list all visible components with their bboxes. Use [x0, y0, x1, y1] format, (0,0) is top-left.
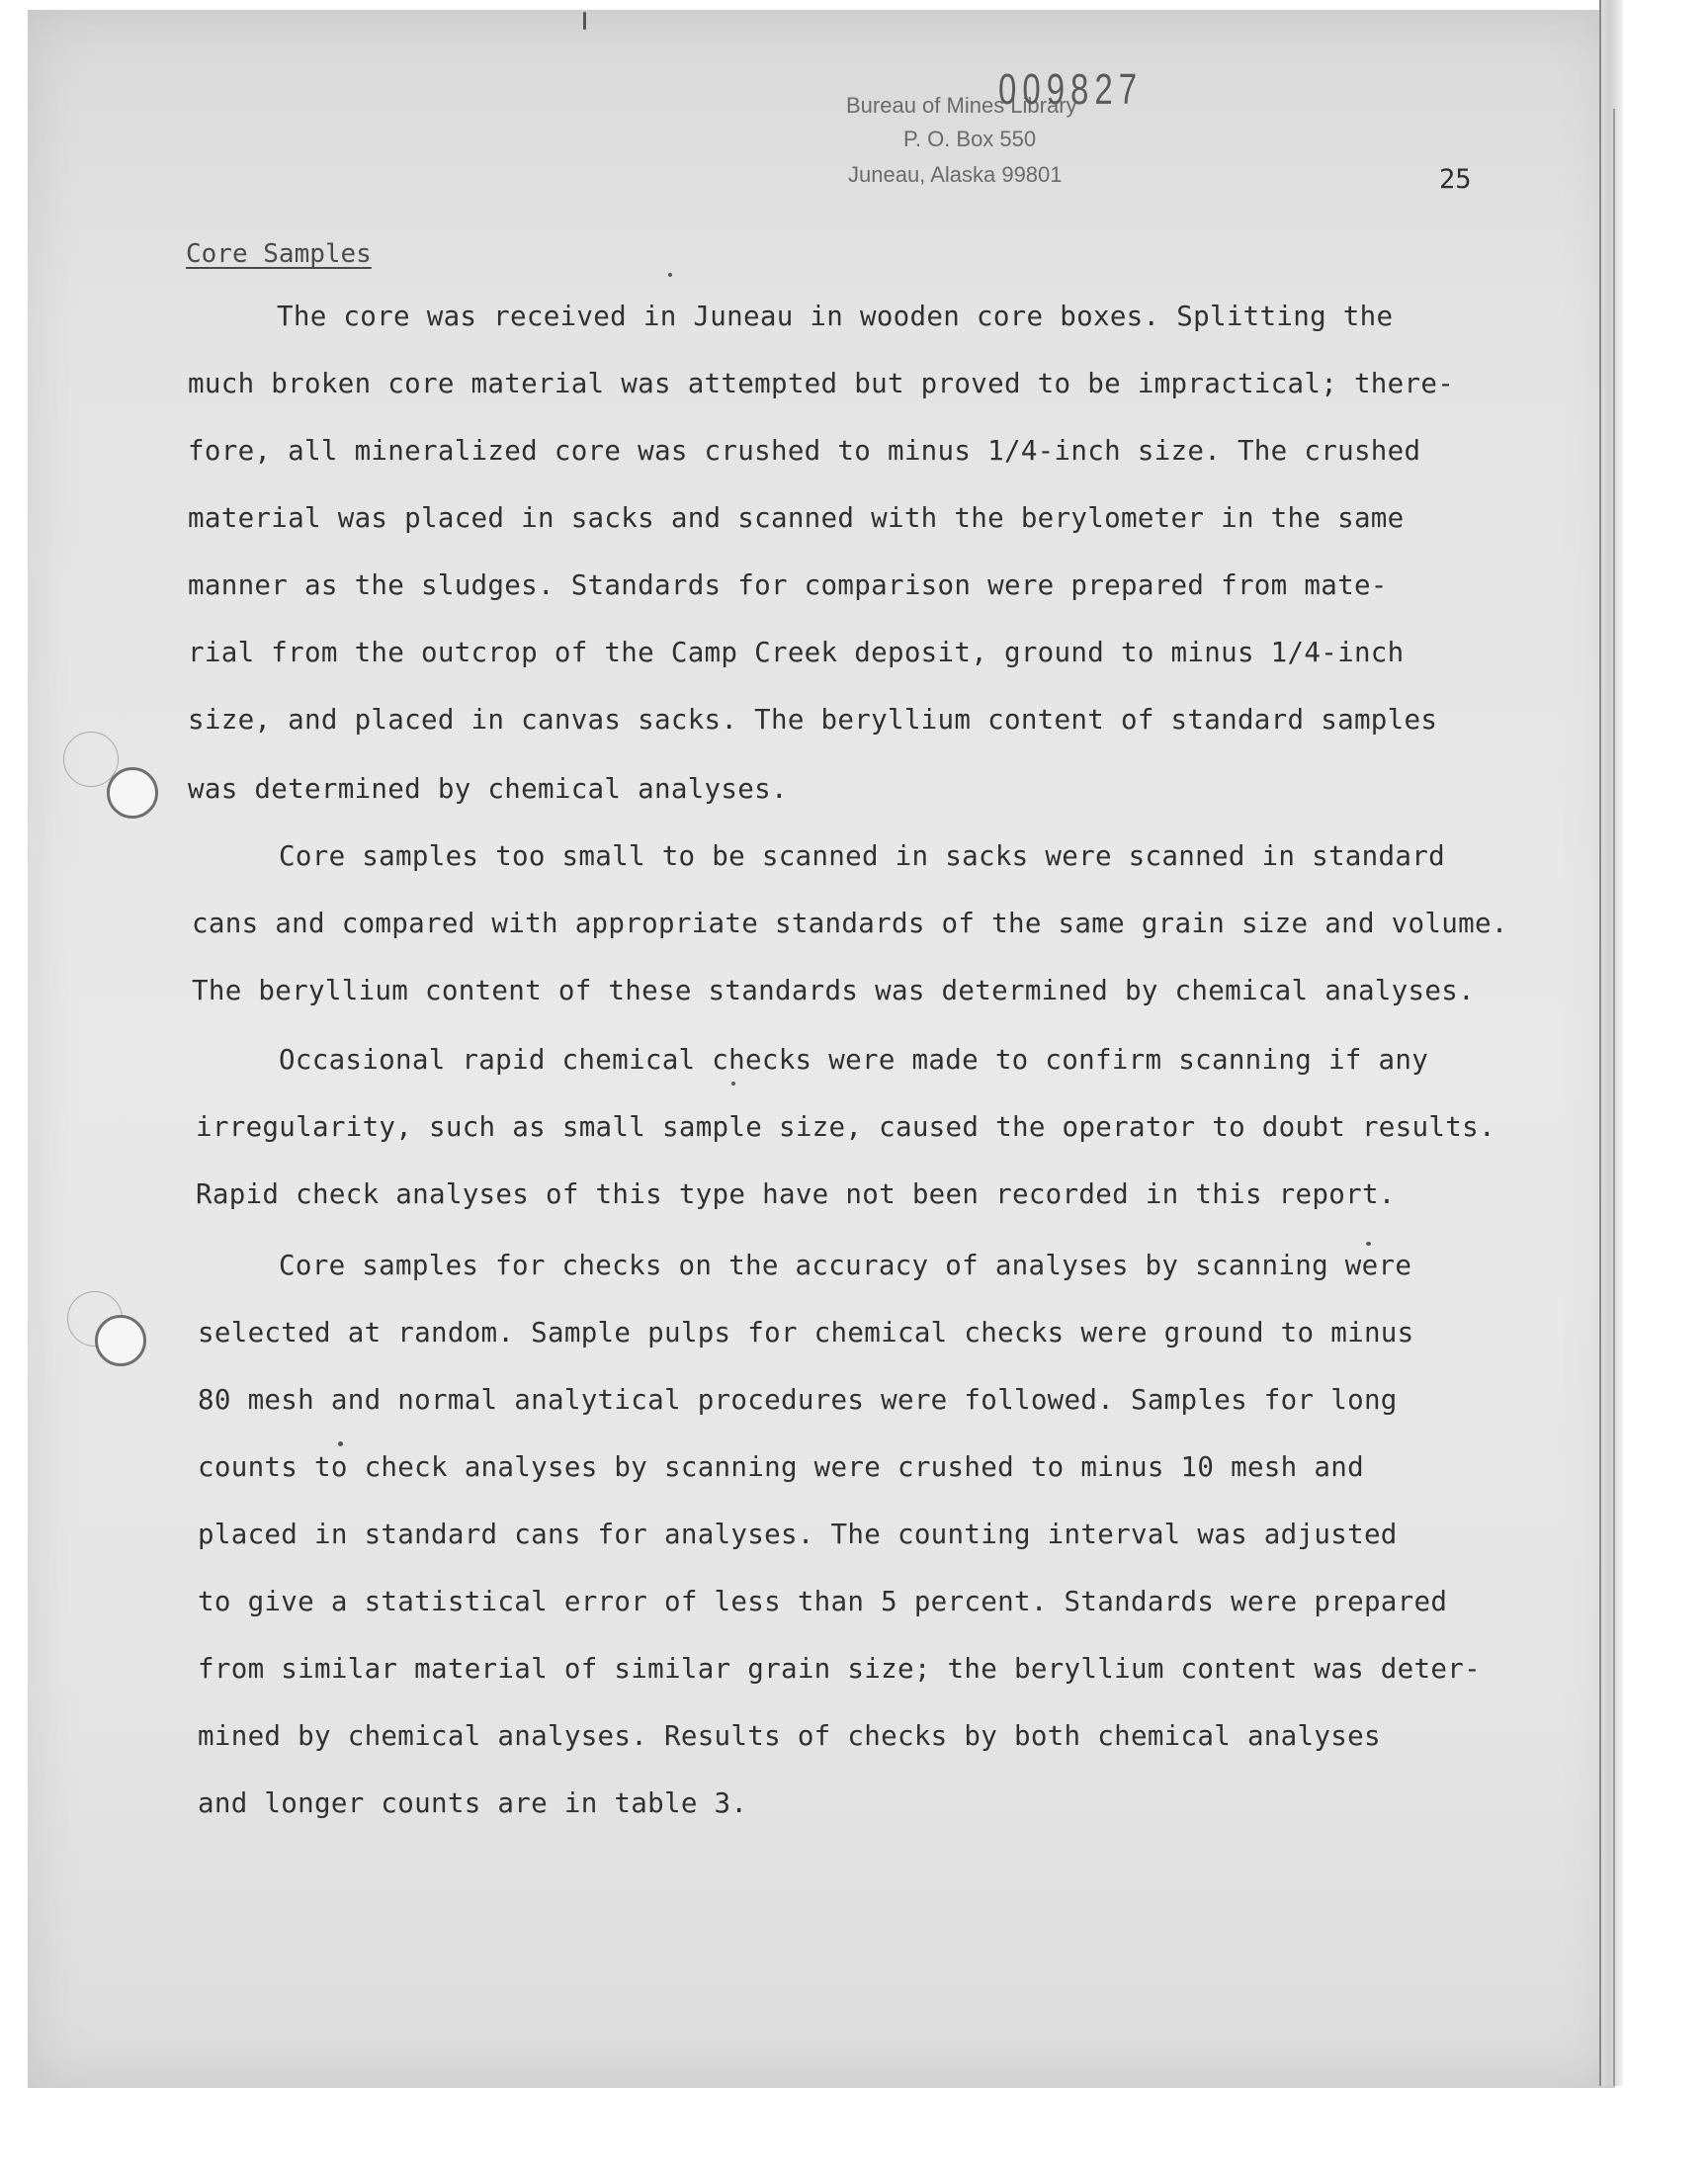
body-line: counts to check analyses by scanning were crushed to minus 10 mesh and	[198, 1451, 1364, 1483]
body-line: mined by chemical analyses. Results of checks by both chemical analyses	[198, 1720, 1381, 1752]
body-line: Occasional rapid chemical checks were made to confirm scanning if any	[279, 1044, 1429, 1076]
body-line: to give a statistical error of less than 5 percent. Standards were prepared	[198, 1586, 1448, 1617]
punch-hole-upper	[107, 767, 158, 819]
body-line: placed in standard cans for analyses. The counting interval was adjusted	[198, 1519, 1398, 1550]
body-line: was determined by chemical analyses.	[188, 773, 788, 805]
scan-speck	[668, 273, 672, 277]
stamp-line-city: Juneau, Alaska 99801	[848, 162, 1063, 187]
body-line: The core was received in Juneau in wooden core boxes. Splitting the	[277, 301, 1394, 332]
body-line: size, and placed in canvas sacks. The beryllium content of standard samples	[188, 704, 1438, 736]
scan-speck	[731, 1082, 735, 1086]
body-line: manner as the sludges. Standards for comparison were prepared from mate-	[188, 569, 1388, 601]
body-line: fore, all mineralized core was crushed to minus 1/4-inch size. The crushed	[188, 435, 1421, 467]
scan-mark	[583, 12, 586, 30]
section-heading: Core Samples	[186, 239, 372, 269]
body-line: selected at random. Sample pulps for chemical checks were ground to minus	[198, 1317, 1414, 1348]
scan-speck	[1366, 1242, 1371, 1246]
body-line: much broken core material was attempted but proved to be impractical; there-	[188, 368, 1455, 399]
page-edge	[1599, 0, 1623, 2086]
body-line: cans and compared with appropriate standards of the same grain size and volume.	[192, 908, 1508, 939]
stamp-number: 009827	[998, 65, 1144, 114]
body-line: The beryllium content of these standards was determined by chemical analyses.	[192, 975, 1475, 1006]
body-line: Core samples for checks on the accuracy of analyses by scanning were	[279, 1250, 1412, 1281]
body-line: Core samples too small to be scanned in sacks were scanned in standard	[279, 840, 1445, 872]
body-line: from similar material of similar grain size; the beryllium content was deter-	[198, 1653, 1481, 1685]
body-line: irregularity, such as small sample size, caused the operator to doubt results.	[196, 1111, 1495, 1143]
body-line: 80 mesh and normal analytical procedures were followed. Samples for long	[198, 1384, 1398, 1416]
page-edge-line	[1613, 109, 1615, 2086]
scan-speck	[338, 1441, 343, 1446]
stamp-line-pobox: P. O. Box 550	[903, 127, 1037, 151]
body-line: material was placed in sacks and scanned with the berylometer in the same	[188, 502, 1405, 534]
stamp-line-bureau: Bureau of Mines Library	[846, 93, 1077, 118]
body-line: and longer counts are in table 3.	[198, 1787, 748, 1819]
page-number: 25	[1439, 164, 1472, 195]
body-line: rial from the outcrop of the Camp Creek deposit, ground to minus 1/4-inch	[188, 637, 1405, 668]
punch-hole-lower	[95, 1315, 146, 1366]
body-line: Rapid check analyses of this type have not been recorded in this report.	[196, 1178, 1396, 1210]
